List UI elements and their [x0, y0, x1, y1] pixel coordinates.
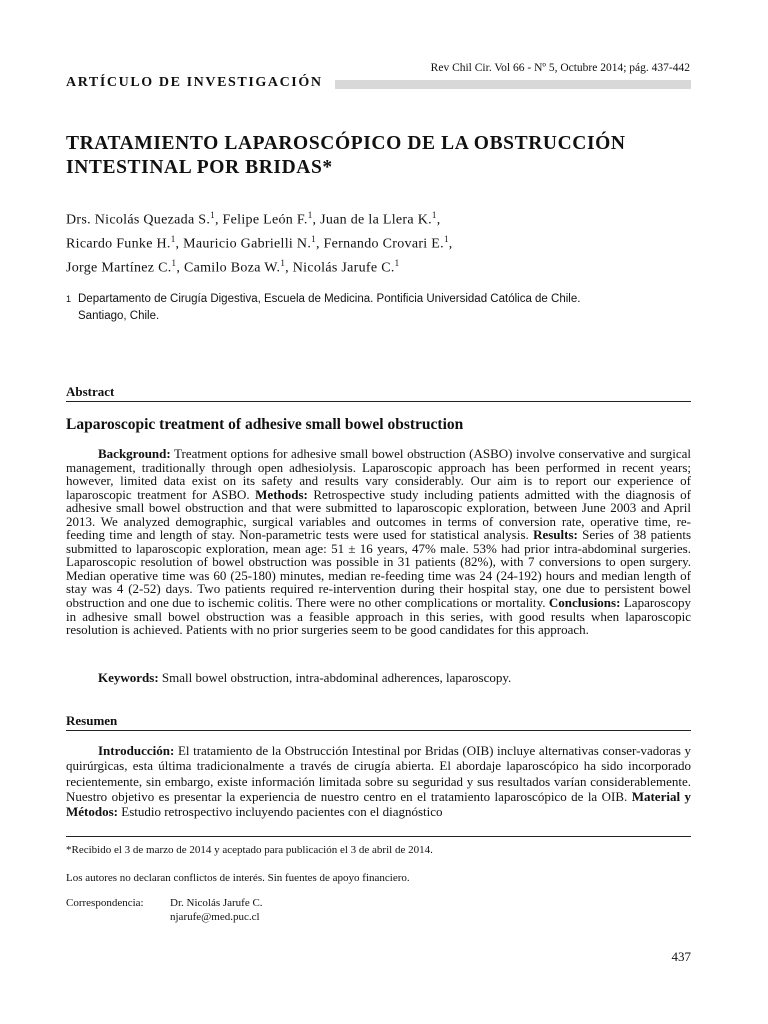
- abstract-body: Background: Treatment options for adhesive small bowel obstruction (ASBO) involve conservative and surgical management, traditionally through open adhesiolysis. Laparoscopic approach has been performed in recent years; however, limited data exist on its safety and results vary considerably. Our aim is to report our experience of laparoscopic treatment for ASBO. Methods: Retrospective study including patients admitted with the diagnosis of adhesive small bowel obstruction and that were submitted to laparoscopic exploration, between June 2003 and April 2013. We analyzed demographic, surgical variables and outcomes in terms of conversion rate, operative time, re-feeding time and length of stay. Non-parametric tests were used for statistical analysis. Results: Series of 38 patients submitted to laparoscopic exploration, mean age: 51 ± 16 years, 47% male. 53% had prior intra-abdominal surgeries. Laparoscopic resolution of bowel obstruction was possible in 31 patients (82%), with 7 conversions to open surgery. Median operative time was 60 (25-180) minutes, median re-feeding time was 24 (24-192) hours and median length of stay was 4 (2-52) days. Two patients required re-intervention during their hospital stay, one due to persistent bowel obstruction and one due to ischemic colitis. There were no other complications or mortality. Conclusions: Laparoscopy in adhesive small bowel obstruction was a feasible approach in this series, with good results when laparoscopic resolution is achieved. Patients with no prior surgeries seem to be good candidates for this approach.: [66, 446, 691, 638]
- english-title: Laparoscopic treatment of adhesive small bowel obstruction: [66, 416, 464, 433]
- author-line: Jorge Martínez C.$^1$, Camilo Boza W.$^1$, Nicolás Jarufe C.$^1$: [66, 258, 400, 276]
- correspondence-name: Dr. Nicolás Jarufe C.: [170, 897, 263, 909]
- conflicts-footnote: Los autores no declaran conflictos de interés. Sin fuentes de apoyo financiero.: [66, 872, 410, 884]
- affiliation: 1 Departamento de Cirugía Digestiva, Escuela de Medicina. Pontificia Universidad Católica de Chile. Santiago, Chile.: [66, 293, 581, 322]
- abstract-heading: Abstract: [66, 384, 691, 402]
- resumen-body: Introducción: El tratamiento de la Obstrucción Intestinal por Bridas (OIB) incluye alternativas conser-vadoras y quirúrgicas, esta última tradicionalmente a través de cirugía abierta. El abordaje laparoscópico ha sido incorporado recientemente, sin embargo, existe información limitada sobre su seguridad y sus resultados varían considerablemente. Nuestro objetivo es presentar la experiencia de nuestro centro en el tratamiento laparoscópico de la OIB. Material y Métodos: Estudio retrospectivo incluyendo pacientes con el diagnóstico: [66, 743, 691, 820]
- journal-reference: Rev Chil Cir. Vol 66 - Nº 5, Octubre 2014; pág. 437-442: [430, 62, 690, 74]
- article-title: TRATAMIENTO LAPAROSCÓPICO DE LA OBSTRUCCIÓN INTESTINAL POR BRIDAS*: [66, 133, 626, 178]
- page-number: 437: [671, 949, 691, 964]
- author-list: [66, 206, 691, 278]
- section-type-label: ARTÍCULO DE INVESTIGACIÓN: [66, 75, 323, 90]
- correspondence-email[interactable]: njarufe@med.puc.cl: [170, 911, 260, 923]
- keywords: Keywords: Small bowel obstruction, intra-abdominal adherences, laparoscopy.: [98, 670, 512, 685]
- resumen-heading: Resumen: [66, 713, 691, 731]
- received-footnote: *Recibido el 3 de marzo de 2014 y aceptado para publicación el 3 de abril de 2014.: [66, 844, 433, 856]
- footnote-divider: [66, 836, 691, 837]
- author-line: Ricardo Funke H.$^1$, Mauricio Gabrielli N.$^1$, Fernando Crovari E.$^1$,: [66, 234, 453, 252]
- correspondence-label: Correspondencia:: [66, 897, 144, 909]
- author-line: Drs. Nicolás Quezada S.$^1$, Felipe León F.$^1$, Juan de la Llera K.$^1$,: [66, 210, 441, 228]
- header-gray-bar: [335, 80, 691, 89]
- affiliation-number: 1: [66, 294, 72, 304]
